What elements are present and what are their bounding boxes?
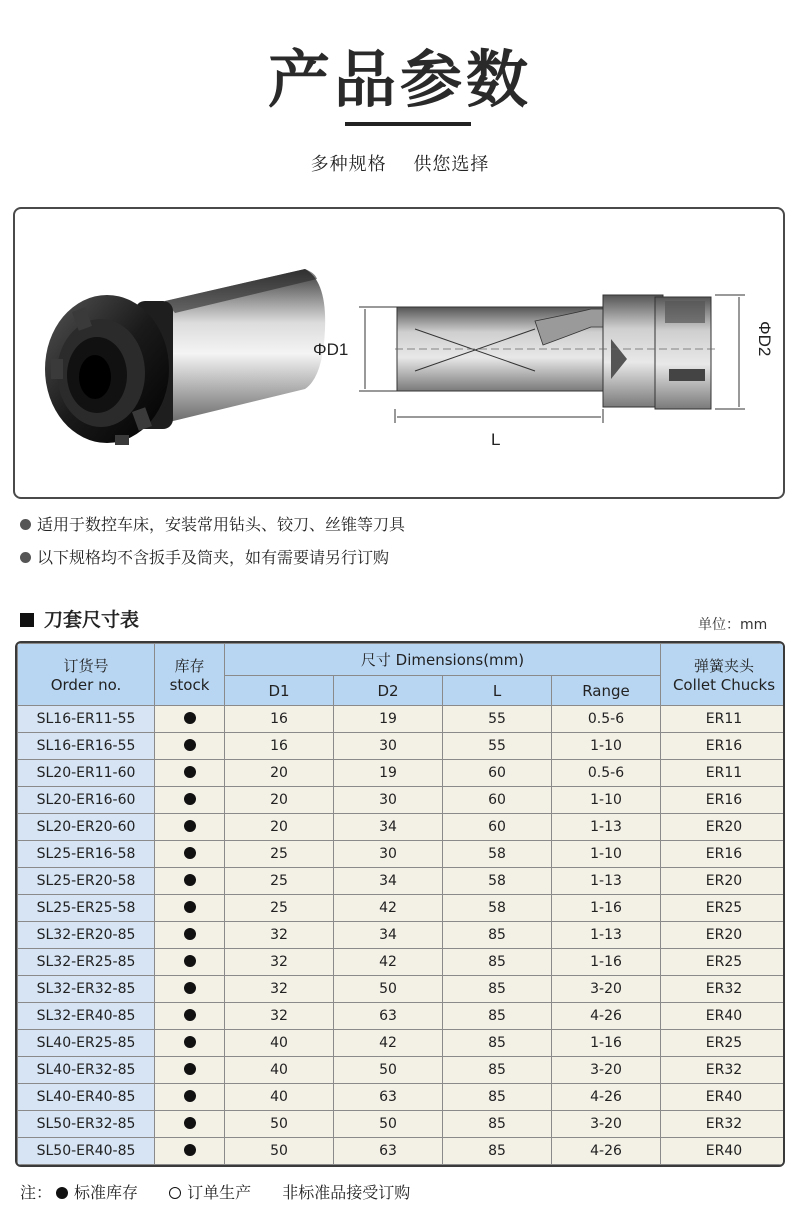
table-row (18, 1138, 786, 1165)
cell-d2: 50 (334, 976, 443, 1003)
in-stock-dot-icon (184, 739, 196, 751)
technical-drawing (395, 295, 715, 409)
cell-stock (155, 976, 225, 1003)
cell-l: 55 (443, 733, 552, 760)
cell-stock (155, 814, 225, 841)
cell-order: SL20-ER20-60 (18, 814, 155, 841)
cell-d2: 42 (334, 895, 443, 922)
in-stock-dot-icon (184, 901, 196, 913)
cell-order: SL40-ER32-85 (18, 1057, 155, 1084)
note-item: 适用于数控车床，安装常用钻头、铰刀、丝锥等刀具 (20, 514, 405, 547)
table-row (18, 1003, 786, 1030)
cell-d1: 50 (225, 1138, 334, 1165)
in-stock-dot-icon (184, 712, 196, 724)
product-illustration (15, 209, 783, 497)
hollow-circle-icon (169, 1187, 181, 1199)
cell-stock (155, 949, 225, 976)
notes-list (20, 514, 405, 580)
cell-l: 60 (443, 787, 552, 814)
subtitle-left: 多种规格 (310, 154, 387, 175)
in-stock-dot-icon (184, 766, 196, 778)
footnote (20, 1180, 410, 1203)
cell-d1: 50 (225, 1111, 334, 1138)
cell-collet: ER40 (661, 1138, 786, 1165)
cell-range: 1-10 (552, 787, 661, 814)
cell-collet: ER25 (661, 949, 786, 976)
cell-l: 85 (443, 1057, 552, 1084)
table-row (18, 976, 786, 1003)
cell-order: SL40-ER40-85 (18, 1084, 155, 1111)
cell-d2: 42 (334, 949, 443, 976)
cell-stock (155, 895, 225, 922)
cell-stock (155, 706, 225, 733)
cell-collet: ER32 (661, 1057, 786, 1084)
cell-d2: 30 (334, 733, 443, 760)
cell-order: SL32-ER20-85 (18, 922, 155, 949)
cell-collet: ER20 (661, 922, 786, 949)
cell-stock (155, 760, 225, 787)
cell-l: 58 (443, 868, 552, 895)
cell-range: 1-16 (552, 1030, 661, 1057)
header-order: 订货号 Order no. (18, 644, 155, 706)
cell-order: SL20-ER11-60 (18, 760, 155, 787)
table-row (18, 895, 786, 922)
table-row (18, 760, 786, 787)
cell-range: 1-13 (552, 922, 661, 949)
cell-order: SL50-ER32-85 (18, 1111, 155, 1138)
cell-range: 1-10 (552, 733, 661, 760)
cell-stock (155, 733, 225, 760)
cell-d2: 30 (334, 787, 443, 814)
cell-collet: ER11 (661, 706, 786, 733)
cell-collet: ER16 (661, 787, 786, 814)
cell-l: 85 (443, 922, 552, 949)
cell-d1: 40 (225, 1084, 334, 1111)
cell-range: 1-16 (552, 895, 661, 922)
cell-order: SL32-ER25-85 (18, 949, 155, 976)
cell-collet: ER32 (661, 1111, 786, 1138)
in-stock-dot-icon (184, 955, 196, 967)
cell-d2: 63 (334, 1003, 443, 1030)
cell-l: 60 (443, 814, 552, 841)
page-subtitle (0, 150, 800, 176)
cell-collet: ER40 (661, 1084, 786, 1111)
cell-stock (155, 787, 225, 814)
cell-order: SL25-ER20-58 (18, 868, 155, 895)
table-row (18, 1084, 786, 1111)
in-stock-dot-icon (184, 847, 196, 859)
cell-d1: 25 (225, 868, 334, 895)
footnote-non-standard: 非标准品接受订购 (282, 1183, 411, 1202)
cell-collet: ER32 (661, 976, 786, 1003)
label-l: L (491, 430, 501, 449)
table-row (18, 922, 786, 949)
cell-d1: 25 (225, 895, 334, 922)
note-item: 以下规格均不含扳手及筒夹，如有需要请另行订购 (20, 547, 405, 580)
cell-range: 3-20 (552, 1111, 661, 1138)
cell-stock (155, 1138, 225, 1165)
header-dimensions: 尺寸 Dimensions(mm) (225, 644, 661, 676)
footnote-prefix: 注： (20, 1183, 53, 1202)
unit-label: 单位：mm (698, 617, 768, 633)
cell-range: 4-26 (552, 1138, 661, 1165)
in-stock-dot-icon (184, 928, 196, 940)
cell-d1: 32 (225, 976, 334, 1003)
in-stock-dot-icon (184, 1144, 196, 1156)
cell-d1: 16 (225, 706, 334, 733)
label-d2: ΦD2 (755, 321, 774, 357)
cell-range: 1-16 (552, 949, 661, 976)
dimensions-table (15, 641, 785, 1167)
cell-l: 60 (443, 760, 552, 787)
table-row (18, 814, 786, 841)
cell-collet: ER20 (661, 814, 786, 841)
table-row (18, 1057, 786, 1084)
header-d1: D1 (225, 676, 334, 706)
table-row (18, 733, 786, 760)
in-stock-dot-icon (184, 1009, 196, 1021)
title-underline (345, 122, 471, 126)
cell-order: SL40-ER25-85 (18, 1030, 155, 1057)
table-row (18, 706, 786, 733)
cell-stock (155, 841, 225, 868)
cell-l: 58 (443, 841, 552, 868)
cell-d1: 20 (225, 787, 334, 814)
in-stock-dot-icon (184, 1036, 196, 1048)
table-row (18, 1030, 786, 1057)
cell-l: 85 (443, 1003, 552, 1030)
cell-l: 85 (443, 976, 552, 1003)
cell-order: SL25-ER25-58 (18, 895, 155, 922)
cell-order: SL25-ER16-58 (18, 841, 155, 868)
bullet-dot-icon (20, 552, 31, 563)
filled-circle-icon (56, 1187, 68, 1199)
table-row (18, 868, 786, 895)
subtitle-right: 供您选择 (413, 154, 490, 175)
cell-range: 4-26 (552, 1003, 661, 1030)
cell-collet: ER40 (661, 1003, 786, 1030)
cell-collet: ER16 (661, 733, 786, 760)
in-stock-dot-icon (184, 1063, 196, 1075)
cell-d2: 50 (334, 1111, 443, 1138)
cell-d1: 32 (225, 949, 334, 976)
cell-d1: 20 (225, 814, 334, 841)
table-row (18, 1111, 786, 1138)
cell-range: 1-13 (552, 814, 661, 841)
cell-range: 0.5-6 (552, 706, 661, 733)
header-d2: D2 (334, 676, 443, 706)
footnote-standard: 标准库存 (74, 1183, 139, 1202)
cell-order: SL20-ER16-60 (18, 787, 155, 814)
page-title: 产品参数 (267, 43, 532, 116)
cell-d2: 19 (334, 760, 443, 787)
cell-l: 85 (443, 949, 552, 976)
cell-l: 85 (443, 1030, 552, 1057)
cell-d1: 40 (225, 1030, 334, 1057)
cell-d2: 30 (334, 841, 443, 868)
cell-d2: 42 (334, 1030, 443, 1057)
cell-collet: ER16 (661, 841, 786, 868)
cell-d2: 63 (334, 1084, 443, 1111)
product-figure (13, 207, 785, 499)
cell-d1: 32 (225, 1003, 334, 1030)
cell-d2: 34 (334, 868, 443, 895)
table-row (18, 841, 786, 868)
cell-d1: 16 (225, 733, 334, 760)
cell-range: 3-20 (552, 976, 661, 1003)
cell-d2: 34 (334, 922, 443, 949)
cell-range: 1-13 (552, 868, 661, 895)
cell-l: 55 (443, 706, 552, 733)
cell-d1: 25 (225, 841, 334, 868)
cell-d1: 32 (225, 922, 334, 949)
label-d1: ΦD1 (313, 340, 349, 359)
cell-collet: ER25 (661, 895, 786, 922)
cell-stock (155, 1003, 225, 1030)
cell-l: 85 (443, 1138, 552, 1165)
cell-l: 58 (443, 895, 552, 922)
in-stock-dot-icon (184, 874, 196, 886)
header-l: L (443, 676, 552, 706)
cell-order: SL16-ER16-55 (18, 733, 155, 760)
cell-order: SL50-ER40-85 (18, 1138, 155, 1165)
cell-d1: 40 (225, 1057, 334, 1084)
cell-range: 1-10 (552, 841, 661, 868)
cell-range: 3-20 (552, 1057, 661, 1084)
cell-d2: 34 (334, 814, 443, 841)
cell-collet: ER25 (661, 1030, 786, 1057)
tool-holder-photo (45, 269, 325, 445)
cell-range: 4-26 (552, 1084, 661, 1111)
header-stock: 库存 stock (155, 644, 225, 706)
cell-stock (155, 1057, 225, 1084)
cell-l: 85 (443, 1111, 552, 1138)
in-stock-dot-icon (184, 1090, 196, 1102)
cell-collet: ER20 (661, 868, 786, 895)
cell-d2: 50 (334, 1057, 443, 1084)
table-body (18, 706, 786, 1165)
cell-stock (155, 1084, 225, 1111)
square-bullet-icon (20, 613, 34, 627)
cell-d2: 63 (334, 1138, 443, 1165)
bullet-dot-icon (20, 519, 31, 530)
cell-stock (155, 1030, 225, 1057)
section-title: 刀套尺寸表 (20, 605, 139, 632)
in-stock-dot-icon (184, 820, 196, 832)
header-range: Range (552, 676, 661, 706)
cell-d1: 20 (225, 760, 334, 787)
cell-stock (155, 922, 225, 949)
footnote-order-made: 订单生产 (187, 1183, 252, 1202)
cell-order: SL32-ER32-85 (18, 976, 155, 1003)
table-row (18, 787, 786, 814)
cell-range: 0.5-6 (552, 760, 661, 787)
cell-d2: 19 (334, 706, 443, 733)
cell-collet: ER11 (661, 760, 786, 787)
cell-l: 85 (443, 1084, 552, 1111)
cell-stock (155, 868, 225, 895)
in-stock-dot-icon (184, 1117, 196, 1129)
in-stock-dot-icon (184, 982, 196, 994)
cell-order: SL32-ER40-85 (18, 1003, 155, 1030)
header-collet: 弹簧夹头 Collet Chucks (661, 644, 786, 706)
cell-stock (155, 1111, 225, 1138)
table-row (18, 949, 786, 976)
cell-order: SL16-ER11-55 (18, 706, 155, 733)
in-stock-dot-icon (184, 793, 196, 805)
